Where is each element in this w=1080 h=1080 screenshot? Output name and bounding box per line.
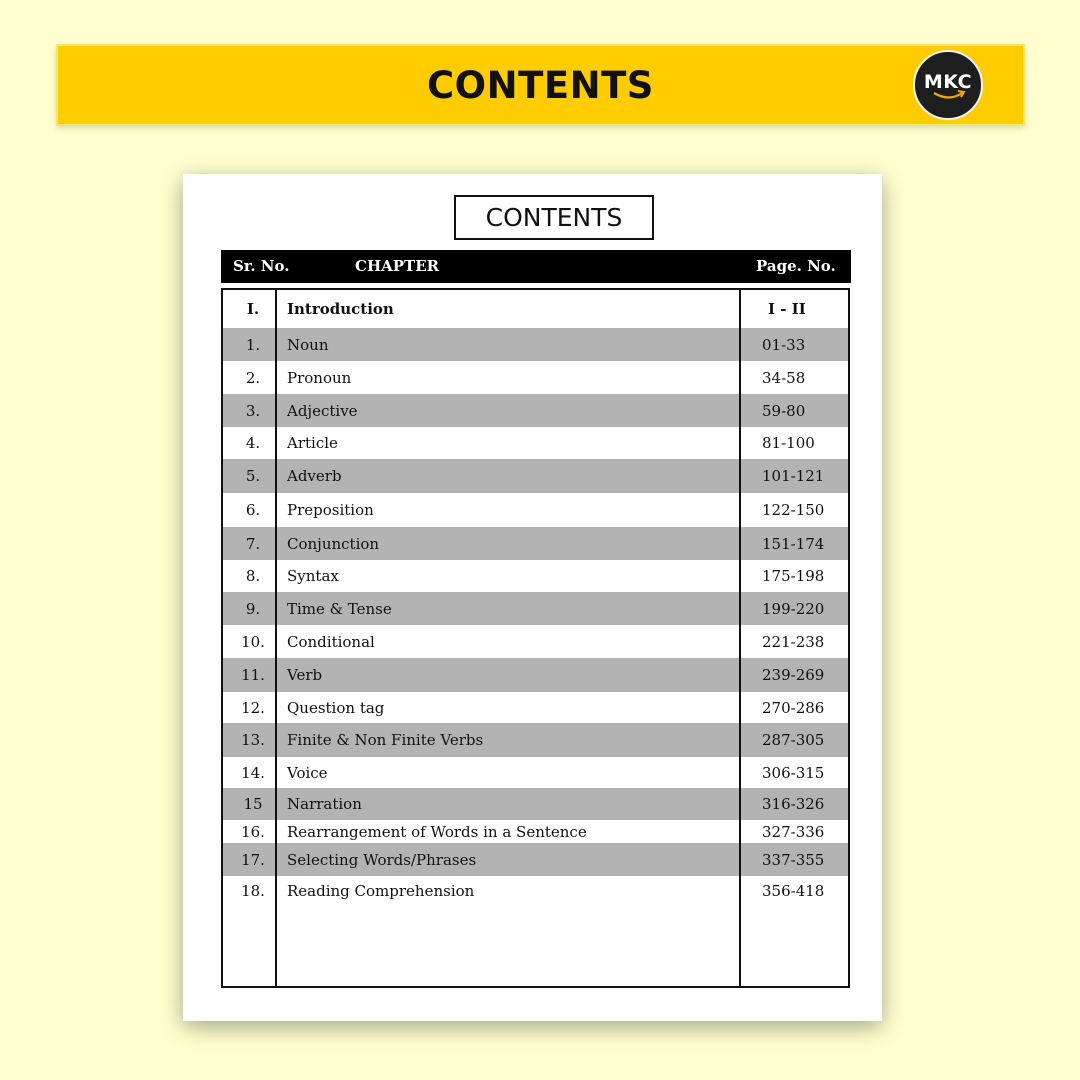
page-range: 337-355 xyxy=(762,850,825,869)
header-chapter: CHAPTER xyxy=(355,257,440,275)
page-range: 81-100 xyxy=(762,434,815,452)
table-row xyxy=(223,820,848,843)
column-divider xyxy=(739,290,741,986)
page-range: 327-336 xyxy=(762,822,825,841)
page-range: 59-80 xyxy=(762,401,806,420)
chapter-name: Narration xyxy=(287,795,362,813)
banner-title: CONTENTS xyxy=(427,63,654,107)
chapter-name: Article xyxy=(287,434,338,452)
table-row xyxy=(223,723,848,757)
chapter-name: Conditional xyxy=(287,632,375,651)
chapter-name: Finite & Non Finite Verbs xyxy=(287,731,484,749)
chapter-name: Time & Tense xyxy=(287,599,392,618)
row-number: 6. xyxy=(245,501,261,519)
chapter-name: Reading Comprehension xyxy=(287,881,475,900)
table-row xyxy=(223,328,848,361)
table-row xyxy=(223,560,848,592)
row-number: I. xyxy=(246,300,260,318)
chapter-name: Syntax xyxy=(287,567,339,585)
chapter-name: Pronoun xyxy=(287,368,352,387)
row-number: 10. xyxy=(241,632,265,651)
row-number: 12. xyxy=(241,698,265,717)
row-number: 8. xyxy=(245,567,261,585)
contents-table xyxy=(221,288,850,988)
page-range: 239-269 xyxy=(762,666,825,684)
page-range: 221-238 xyxy=(762,632,825,651)
row-number: 14. xyxy=(241,763,265,782)
row-number: 7. xyxy=(245,534,261,553)
row-number: 18. xyxy=(241,881,265,900)
row-number: 1. xyxy=(245,335,261,354)
header-page-no: Page. No. xyxy=(756,257,836,275)
row-number: 3. xyxy=(245,401,261,420)
header-sr-no: Sr. No. xyxy=(233,257,290,275)
table-row xyxy=(223,788,848,820)
document-title: CONTENTS xyxy=(454,195,654,240)
row-number: 9. xyxy=(245,599,261,618)
table-row xyxy=(223,757,848,788)
table-row xyxy=(223,493,848,527)
chapter-name: Adjective xyxy=(287,401,358,420)
page-range: 101-121 xyxy=(762,467,825,485)
table-row xyxy=(223,692,848,723)
row-number: 15 xyxy=(243,795,263,813)
chapter-name: Question tag xyxy=(287,698,385,717)
table-row xyxy=(223,290,848,328)
table-header xyxy=(221,250,851,283)
column-divider xyxy=(275,290,277,986)
header-banner xyxy=(56,44,1025,126)
table-row xyxy=(223,527,848,560)
logo-text: MKC xyxy=(923,71,973,93)
page-range: 151-174 xyxy=(762,534,825,553)
smile-arrow-icon xyxy=(932,90,966,102)
row-number: 4. xyxy=(245,434,261,452)
row-number: 17. xyxy=(241,850,265,869)
chapter-name: Noun xyxy=(287,335,329,354)
row-number: 11. xyxy=(241,666,265,684)
page-range: 175-198 xyxy=(762,567,825,585)
chapter-name: Conjunction xyxy=(287,534,380,553)
page-range: 287-305 xyxy=(762,731,825,749)
page-range: 356-418 xyxy=(762,881,825,900)
row-number: 5. xyxy=(245,467,261,485)
page-range: 316-326 xyxy=(762,795,825,813)
table-row xyxy=(223,843,848,876)
chapter-name: Selecting Words/Phrases xyxy=(287,850,477,869)
table-row xyxy=(223,625,848,658)
row-number: 2. xyxy=(245,368,261,387)
mkc-logo xyxy=(913,50,983,120)
page-range: 199-220 xyxy=(762,599,825,618)
chapter-name: Voice xyxy=(287,763,328,782)
chapter-name: Rearrangement of Words in a Sentence xyxy=(287,822,587,841)
table-row xyxy=(223,592,848,625)
page-range: 306-315 xyxy=(762,763,825,782)
table-row xyxy=(223,427,848,459)
page-range: 01-33 xyxy=(762,335,806,354)
chapter-name: Preposition xyxy=(287,501,374,519)
page-range: I - II xyxy=(768,300,806,318)
page-range: 34-58 xyxy=(762,368,806,387)
chapter-name: Introduction xyxy=(287,300,394,318)
table-row xyxy=(223,394,848,427)
table-row xyxy=(223,459,848,493)
chapter-name: Verb xyxy=(287,666,323,684)
page-range: 270-286 xyxy=(762,698,825,717)
table-row xyxy=(223,658,848,692)
table-row xyxy=(223,876,848,905)
table-row xyxy=(223,361,848,394)
contents-document xyxy=(183,174,882,1021)
row-number: 16. xyxy=(241,822,265,841)
page-range: 122-150 xyxy=(762,501,825,519)
chapter-name: Adverb xyxy=(287,467,342,485)
row-number: 13. xyxy=(241,731,265,749)
